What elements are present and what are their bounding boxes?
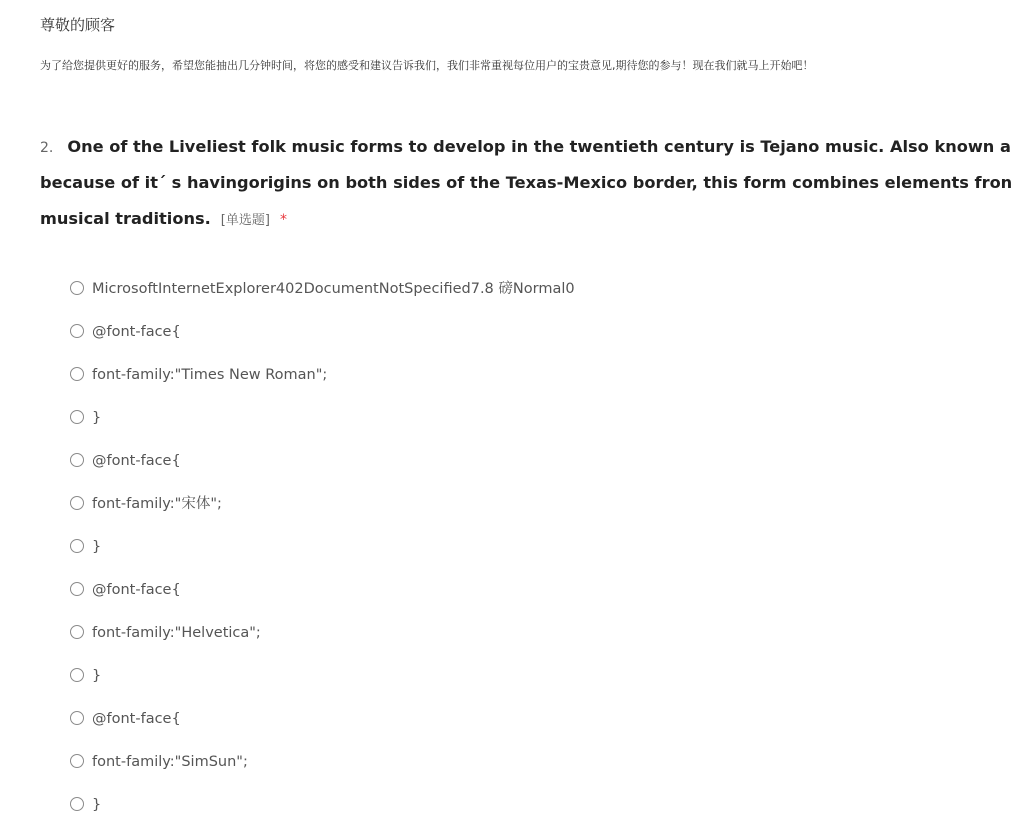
survey-intro-text: 为了给您提供更好的服务，希望您能抽出几分钟时间，将您的感受和建议告诉我们，我们非常重视每位用户的宝贵意见,期待您的参与！现在我们就马上开始吧！ bbox=[40, 59, 814, 72]
option-item[interactable] bbox=[70, 439, 870, 482]
option-label: @font-face{ bbox=[92, 581, 181, 598]
radio-button[interactable] bbox=[70, 453, 84, 467]
option-item[interactable] bbox=[70, 482, 870, 525]
option-item[interactable] bbox=[70, 267, 870, 310]
radio-button[interactable] bbox=[70, 797, 84, 811]
question-text-line-3: musical traditions. bbox=[40, 209, 211, 228]
option-label: @font-face{ bbox=[92, 323, 181, 340]
question-line-1 bbox=[40, 129, 1011, 165]
question-line-3 bbox=[40, 201, 940, 237]
radio-button[interactable] bbox=[70, 711, 84, 725]
option-item[interactable] bbox=[70, 783, 870, 826]
option-item[interactable] bbox=[70, 697, 870, 740]
radio-button[interactable] bbox=[70, 668, 84, 682]
question-block bbox=[40, 129, 1012, 237]
radio-button[interactable] bbox=[70, 754, 84, 768]
option-label: @font-face{ bbox=[92, 710, 181, 727]
question-number: 2. bbox=[40, 140, 54, 156]
option-label: font-family:"Times New Roman"; bbox=[92, 366, 328, 383]
options-list bbox=[70, 267, 870, 826]
option-label: } bbox=[92, 409, 102, 426]
option-label: } bbox=[92, 538, 102, 555]
question-type-label: [单选题] bbox=[220, 213, 270, 228]
required-mark: * bbox=[279, 212, 287, 228]
radio-button[interactable] bbox=[70, 496, 84, 510]
option-label: font-family:"SimSun"; bbox=[92, 753, 248, 770]
option-item[interactable] bbox=[70, 740, 870, 783]
option-item[interactable] bbox=[70, 611, 870, 654]
option-label: @font-face{ bbox=[92, 452, 181, 469]
option-item[interactable] bbox=[70, 353, 870, 396]
option-item[interactable] bbox=[70, 310, 870, 353]
option-label: } bbox=[92, 796, 102, 813]
radio-button[interactable] bbox=[70, 281, 84, 295]
question-text-line-2: because of it´ s havingorigins on both sides of the Texas-Mexico border, this form combines elements fron bbox=[40, 173, 1012, 192]
radio-button[interactable] bbox=[70, 625, 84, 639]
radio-button[interactable] bbox=[70, 324, 84, 338]
radio-button[interactable] bbox=[70, 410, 84, 424]
option-item[interactable] bbox=[70, 654, 870, 697]
radio-button[interactable] bbox=[70, 367, 84, 381]
option-item[interactable] bbox=[70, 525, 870, 568]
question-text-line-1: One of the Liveliest folk music forms to develop in the twentieth century is Tejano music. Also known a bbox=[67, 137, 1011, 156]
option-label: MicrosoftInternetExplorer402DocumentNotSpecified7.8 磅Normal0 bbox=[92, 280, 575, 297]
option-item[interactable] bbox=[70, 396, 870, 439]
radio-button[interactable] bbox=[70, 539, 84, 553]
option-label: } bbox=[92, 667, 102, 684]
option-item[interactable] bbox=[70, 568, 870, 611]
option-label: font-family:"Helvetica"; bbox=[92, 624, 261, 641]
question-line-2 bbox=[40, 165, 1012, 201]
greeting-title: 尊敬的顾客 bbox=[40, 16, 116, 34]
option-label: font-family:"宋体"; bbox=[92, 495, 222, 512]
radio-button[interactable] bbox=[70, 582, 84, 596]
